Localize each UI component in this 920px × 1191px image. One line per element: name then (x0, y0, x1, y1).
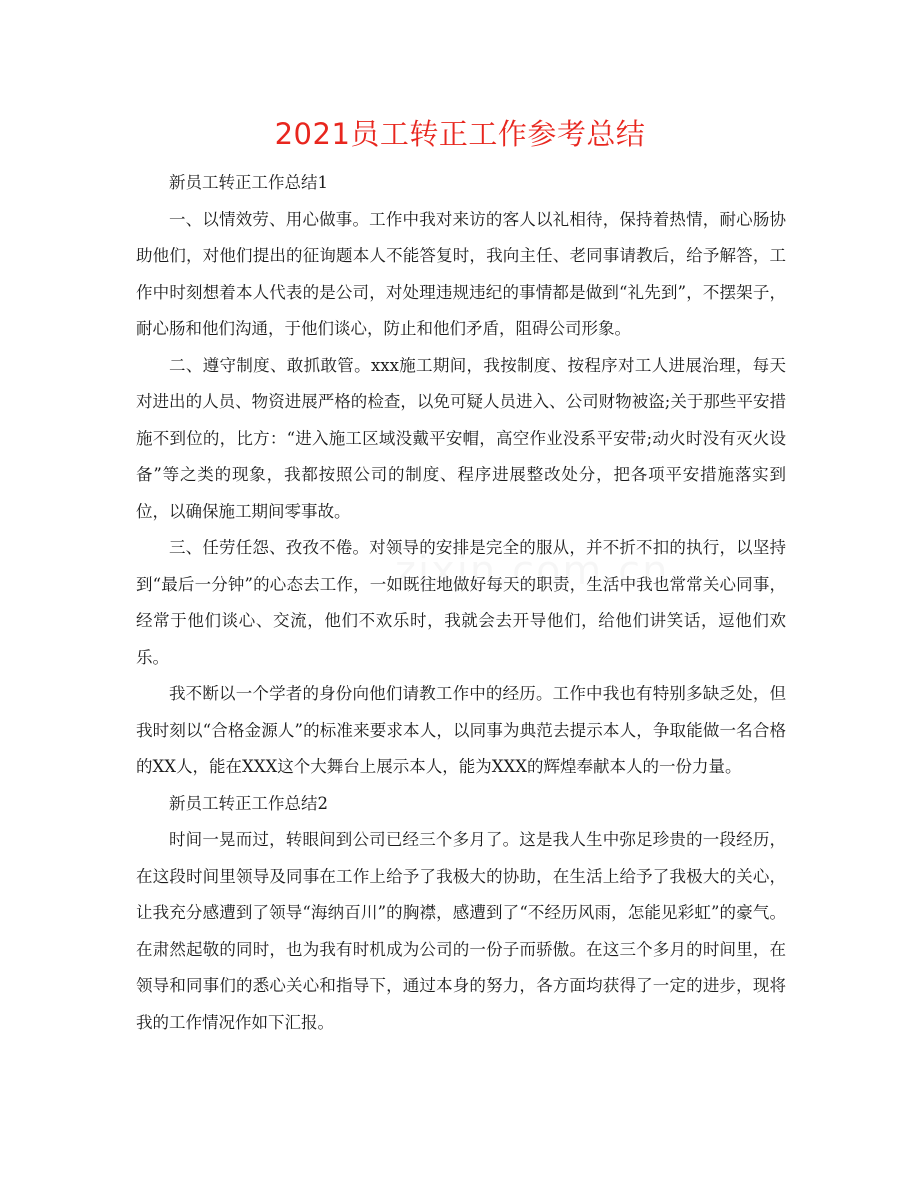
body-paragraph: 三、任劳任怨、孜孜不倦。对领导的安排是完全的服从，并不折不扣的执行，以坚持到“最后一分钟”的心态去工作，一如既往地做好每天的职责，生活中我也常常关心同事，经常于他们谈心、交流，他们不欢乐时，我就会去开导他们，给他们讲笑话，逗他们欢乐。 (136, 538, 786, 667)
section-heading: 新员工转正工作总结2 (169, 793, 328, 813)
body-paragraph: 我不断以一个学者的身份向他们请教工作中的经历。工作中我也有特别多缺乏处，但我时刻以“合格金源人”的标准来要求本人，以同事为典范去提示本人，争取能做一名合格的XX人，能在XXX这个大舞台上展示本人，能为XXX的辉煌奉献本人的一份力量。 (136, 684, 786, 776)
section-heading: 新员工转正工作总结1 (169, 173, 328, 192)
body-paragraph: 一、以情效劳、用心做事。工作中我对来访的客人以礼相待，保持着热情，耐心肠协助他们，对他们提出的征询题本人不能答复时，我向主任、老同事请教后，给予解答，工作中时刻想着本人代表的是公司，对处理违规违纪的事情都是做到“礼先到”，不摆架子，耐心肠和他们沟通，于他们谈心，防止和他们矛盾，阻碍公司形象。 (136, 209, 786, 338)
body-paragraph: 二、遵守制度、敢抓敢管。xxx施工期间，我按制度、按程序对工人进展治理，每天对进出的人员、物资进展严格的检查，以免可疑人员进入、公司财物被盗;关于那些平安措施不到位的，比方：“进入施工区域没戴平安帽，高空作业没系平安带;动火时没有灭火设备”等之类的现象，我都按照公司的制度、程序进展整改处分，把各项平安措施落实到位，以确保施工期间零事故。 (136, 355, 786, 521)
document-body (136, 165, 786, 1041)
body-paragraph: 时间一晃而过，转眼间到公司已经三个多月了。这是我人生中弥足珍贵的一段经历，在这段时间里领导及同事在工作上给予了我极大的协助，在生活上给予了我极大的关心，让我充分感遭到了领导“海纳百川”的胸襟，感遭到了“不经历风雨，怎能见彩虹”的豪气。在肃然起敬的同时，也为我有时机成为公司的一份子而骄傲。在这三个多月的时间里，在领导和同事们的悉心关心和指导下，通过本身的努力，各方面均获得了一定的进步，现将我的工作情况作如下汇报。 (136, 830, 786, 1032)
document-title: 2021员工转正工作参考总结 (274, 117, 646, 151)
